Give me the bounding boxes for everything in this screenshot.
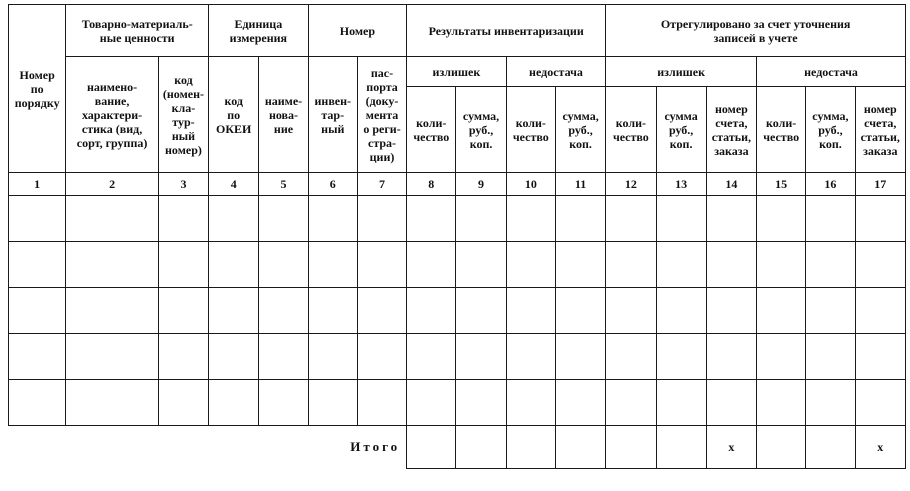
table-cell[interactable]	[806, 380, 855, 426]
column-number: 16	[806, 173, 855, 196]
table-cell[interactable]	[308, 380, 357, 426]
table-cell[interactable]	[158, 380, 208, 426]
table-cell[interactable]	[555, 288, 605, 334]
inventory-table	[8, 4, 906, 469]
table-cell[interactable]	[357, 380, 406, 426]
table-cell[interactable]	[407, 242, 456, 288]
table-cell[interactable]	[66, 242, 159, 288]
table-cell[interactable]	[158, 288, 208, 334]
table-cell[interactable]	[757, 196, 806, 242]
total-label: Итого	[9, 426, 407, 469]
column-number: 5	[259, 173, 308, 196]
table-cell[interactable]	[757, 288, 806, 334]
table-cell[interactable]	[209, 288, 259, 334]
table-cell[interactable]	[308, 288, 357, 334]
table-cell[interactable]	[407, 380, 456, 426]
column-number: 7	[357, 173, 406, 196]
table-cell[interactable]	[706, 288, 756, 334]
table-cell[interactable]	[209, 334, 259, 380]
table-cell[interactable]	[706, 334, 756, 380]
header-surplus-qty: коли- чество	[407, 87, 456, 173]
table-cell[interactable]	[66, 334, 159, 380]
header-unit-name: наиме- нова- ние	[259, 57, 308, 173]
header-number: Номер	[308, 5, 407, 57]
table-cell[interactable]	[456, 196, 506, 242]
header-goods-code: код (номен- кла- тур- ный номер)	[158, 57, 208, 173]
table-cell[interactable]	[506, 196, 555, 242]
table-row	[9, 380, 906, 426]
total-cell[interactable]	[757, 426, 806, 469]
total-cell[interactable]	[806, 426, 855, 469]
table-cell[interactable]	[308, 196, 357, 242]
total-x-mark: x	[706, 426, 756, 469]
header-number-passport: пас- порта (доку- мента о реги- стра- ции)	[357, 57, 406, 173]
header-adj-shortage-qty: коли- чество	[757, 87, 806, 173]
table-cell[interactable]	[656, 196, 706, 242]
table-cell[interactable]	[66, 380, 159, 426]
header-shortage-sum: сумма, руб., коп.	[555, 87, 605, 173]
header-unit: Единица измерения	[209, 5, 309, 57]
table-cell[interactable]	[706, 196, 756, 242]
table-cell[interactable]	[757, 242, 806, 288]
table-cell[interactable]	[357, 242, 406, 288]
table-cell[interactable]	[9, 334, 66, 380]
table-cell[interactable]	[606, 334, 656, 380]
table-cell[interactable]	[259, 242, 308, 288]
total-x-mark: x	[855, 426, 905, 469]
header-shortage-qty: коли- чество	[506, 87, 555, 173]
table-cell[interactable]	[259, 380, 308, 426]
total-cell[interactable]	[506, 426, 555, 469]
header-number-inventory: инвен- тар- ный	[308, 57, 357, 173]
table-cell[interactable]	[855, 196, 905, 242]
table-cell[interactable]	[855, 288, 905, 334]
table-cell[interactable]	[407, 196, 456, 242]
table-cell[interactable]	[357, 288, 406, 334]
table-cell[interactable]	[9, 288, 66, 334]
table-cell[interactable]	[209, 380, 259, 426]
column-number: 8	[407, 173, 456, 196]
header-adj-surplus-account: номер счета, статьи, заказа	[706, 87, 756, 173]
header-goods-name: наимено- вание, характери- стика (вид, сорт, группа)	[66, 57, 159, 173]
total-cell[interactable]	[456, 426, 506, 469]
table-cell[interactable]	[259, 288, 308, 334]
header-shortage: недостача	[506, 57, 606, 87]
header-goods: Товарно-материаль- ные ценности	[66, 5, 209, 57]
header-adj-shortage-sum: сумма, руб., коп.	[806, 87, 855, 173]
table-cell[interactable]	[259, 334, 308, 380]
table-cell[interactable]	[506, 242, 555, 288]
header-results: Результаты инвентаризации	[407, 5, 606, 57]
table-cell[interactable]	[66, 196, 159, 242]
table-cell[interactable]	[456, 334, 506, 380]
total-cell[interactable]	[407, 426, 456, 469]
table-cell[interactable]	[506, 288, 555, 334]
table-cell[interactable]	[456, 288, 506, 334]
table-cell[interactable]	[656, 242, 706, 288]
table-cell[interactable]	[456, 380, 506, 426]
column-number: 9	[456, 173, 506, 196]
column-number-row	[9, 173, 906, 196]
header-adj-surplus-qty: коли- чество	[606, 87, 656, 173]
column-number: 12	[606, 173, 656, 196]
table-cell[interactable]	[806, 334, 855, 380]
header-row-number: Номер по порядку	[9, 5, 66, 173]
table-cell[interactable]	[407, 288, 456, 334]
table-cell[interactable]	[209, 242, 259, 288]
table-cell[interactable]	[606, 242, 656, 288]
table-cell[interactable]	[806, 288, 855, 334]
table-cell[interactable]	[407, 334, 456, 380]
header-adj-shortage-account: номер счета, статьи, заказа	[855, 87, 905, 173]
column-number: 17	[855, 173, 905, 196]
table-cell[interactable]	[9, 380, 66, 426]
table-cell[interactable]	[855, 242, 905, 288]
table-cell[interactable]	[806, 196, 855, 242]
total-row	[9, 426, 906, 469]
table-cell[interactable]	[555, 380, 605, 426]
table-cell[interactable]	[456, 242, 506, 288]
table-cell[interactable]	[209, 196, 259, 242]
table-row	[9, 196, 906, 242]
table-cell[interactable]	[555, 334, 605, 380]
inventory-form	[8, 4, 906, 469]
table-cell[interactable]	[757, 334, 806, 380]
column-number: 11	[555, 173, 605, 196]
table-cell[interactable]	[158, 334, 208, 380]
table-cell[interactable]	[656, 380, 706, 426]
table-row	[9, 334, 906, 380]
total-cell[interactable]	[656, 426, 706, 469]
table-cell[interactable]	[506, 380, 555, 426]
header-adj-surplus: излишек	[606, 57, 757, 87]
column-number: 6	[308, 173, 357, 196]
table-cell[interactable]	[259, 196, 308, 242]
header-adjusted: Отрегулировано за счет уточнения записей в учете	[606, 5, 906, 57]
table-cell[interactable]	[308, 242, 357, 288]
table-cell[interactable]	[158, 242, 208, 288]
column-number: 15	[757, 173, 806, 196]
table-cell[interactable]	[9, 242, 66, 288]
table-cell[interactable]	[855, 380, 905, 426]
column-number: 10	[506, 173, 555, 196]
table-cell[interactable]	[66, 288, 159, 334]
table-cell[interactable]	[706, 380, 756, 426]
column-number: 13	[656, 173, 706, 196]
header-unit-okei: код по ОКЕИ	[209, 57, 259, 173]
table-cell[interactable]	[555, 242, 605, 288]
table-cell[interactable]	[606, 380, 656, 426]
table-cell[interactable]	[606, 288, 656, 334]
column-number: 14	[706, 173, 756, 196]
header-surplus: излишек	[407, 57, 507, 87]
table-cell[interactable]	[506, 334, 555, 380]
header-adj-shortage: недостача	[757, 57, 906, 87]
table-row	[9, 288, 906, 334]
table-cell[interactable]	[706, 242, 756, 288]
column-number: 3	[158, 173, 208, 196]
table-cell[interactable]	[656, 334, 706, 380]
column-number: 2	[66, 173, 159, 196]
total-cell[interactable]	[555, 426, 605, 469]
table-cell[interactable]	[757, 380, 806, 426]
column-number: 1	[9, 173, 66, 196]
table-cell[interactable]	[357, 334, 406, 380]
total-cell[interactable]	[606, 426, 656, 469]
table-cell[interactable]	[308, 334, 357, 380]
header-surplus-sum: сумма, руб., коп.	[456, 87, 506, 173]
table-cell[interactable]	[606, 196, 656, 242]
table-cell[interactable]	[9, 196, 66, 242]
table-cell[interactable]	[855, 334, 905, 380]
table-cell[interactable]	[555, 196, 605, 242]
column-number: 4	[209, 173, 259, 196]
table-cell[interactable]	[158, 196, 208, 242]
table-cell[interactable]	[357, 196, 406, 242]
table-cell[interactable]	[806, 242, 855, 288]
header-adj-surplus-sum: сумма руб., коп.	[656, 87, 706, 173]
table-row	[9, 242, 906, 288]
table-cell[interactable]	[656, 288, 706, 334]
